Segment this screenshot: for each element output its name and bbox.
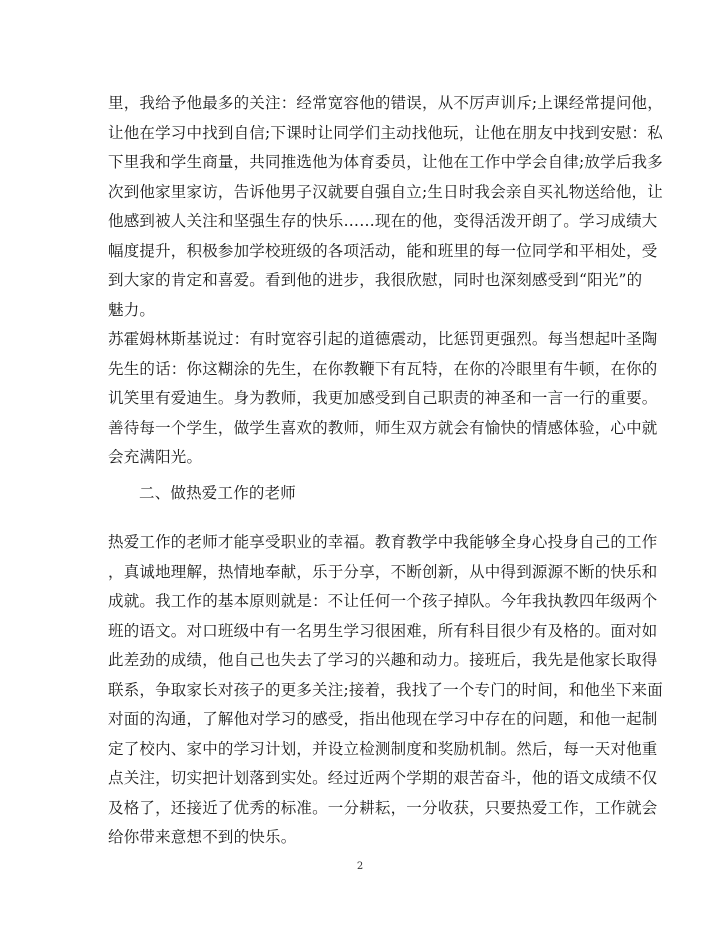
text-line: 幅度提升，积极参加学校班级的各项活动，能和班里的每一位同学和平相处，受	[108, 241, 658, 260]
text-line: 联系，争取家长对孩子的更多关注;接着，我找了一个专门的时间，和他坐下来面	[108, 680, 663, 699]
text-line: 先生的话：你这糊涂的先生，在你教鞭下有瓦特，在你的冷眼里有牛顿，在你的	[108, 359, 658, 378]
text-line: 讥笑里有爱迪生。身为教师，我更加感受到自己职责的神圣和一言一行的重要。	[108, 389, 658, 407]
paragraph-1	[108, 89, 663, 325]
text-line: 里，我给予他最多的关注：经常宽容他的错误，从不厉声训斥;上课经常提问他，	[108, 94, 663, 112]
text-line: 给你带来意想不到的快乐。	[108, 828, 297, 846]
paragraph-2	[108, 325, 658, 473]
text-line: 会充满阳光。	[108, 448, 203, 466]
text-line: 善待每一个学生，做学生喜欢的教师，师生双方就会有愉快的情感体验，心中就	[108, 418, 658, 437]
text-line: 他感到被人关注和坚强生存的快乐……现在的他，变得活泼开朗了。学习成绩大	[108, 212, 658, 230]
text-line: 到大家的肯定和喜爱。看到他的进步，我很欣慰，同时也深刻感受到“阳光”的	[108, 271, 643, 289]
text-line: 点关注，切实把计划落到实处。经过近两个学期的艰苦奋斗，他的语文成绩不仅	[108, 769, 658, 787]
text-line: ，真诚地理解，热情地奉献，乐于分享，不断创新，从中得到源源不断的快乐和	[108, 562, 658, 581]
text-line: 此差劲的成绩，他自己也失去了学习的兴趣和动力。接班后，我先是他家长取得	[108, 651, 658, 669]
page-number: 2	[356, 861, 364, 872]
paragraph-3	[108, 528, 663, 853]
text-line: 魅力。	[108, 300, 156, 319]
text-line: 次到他家里家访，告诉他男子汉就要自强自立;生日时我会亲自买礼物送给他，让	[108, 182, 663, 201]
text-line: 班的语文。对口班级中有一名男生学习很困难，所有科目很少有及格的。面对如	[108, 621, 658, 640]
text-line: 热爱工作的老师才能享受职业的幸福。教育教学中我能够全身心投身自己的工作	[108, 533, 658, 551]
text-line: 下里我和学生商量，共同推选他为体育委员，让他在工作中学会自律;放学后我多	[108, 153, 663, 171]
text-line: 成就。我工作的基本原则就是：不让任何一个孩子掉队。今年我执教四年级两个	[108, 592, 658, 610]
section-heading: 二、做热爱工作的老师	[139, 484, 297, 502]
text-line: 定了校内、家中的学习计划，并设立检测制度和奖励机制。然后，每一天对他重	[108, 739, 658, 758]
text-line: 及格了，还接近了优秀的标准。一分耕耘，一分收获，只要热爱工作，工作就会	[108, 798, 658, 817]
text-line: 苏霍姆林斯基说过：有时宽容引起的道德震动，比惩罚更强烈。每当想起叶圣陶	[108, 330, 658, 348]
text-line: 对面的沟通，了解他对学习的感受，指出他现在学习中存在的问题，和他一起制	[108, 710, 658, 728]
text-line: 让他在学习中找到自信;下课时让同学们主动找他玩，让他在朋友中找到安慰：私	[108, 123, 663, 142]
